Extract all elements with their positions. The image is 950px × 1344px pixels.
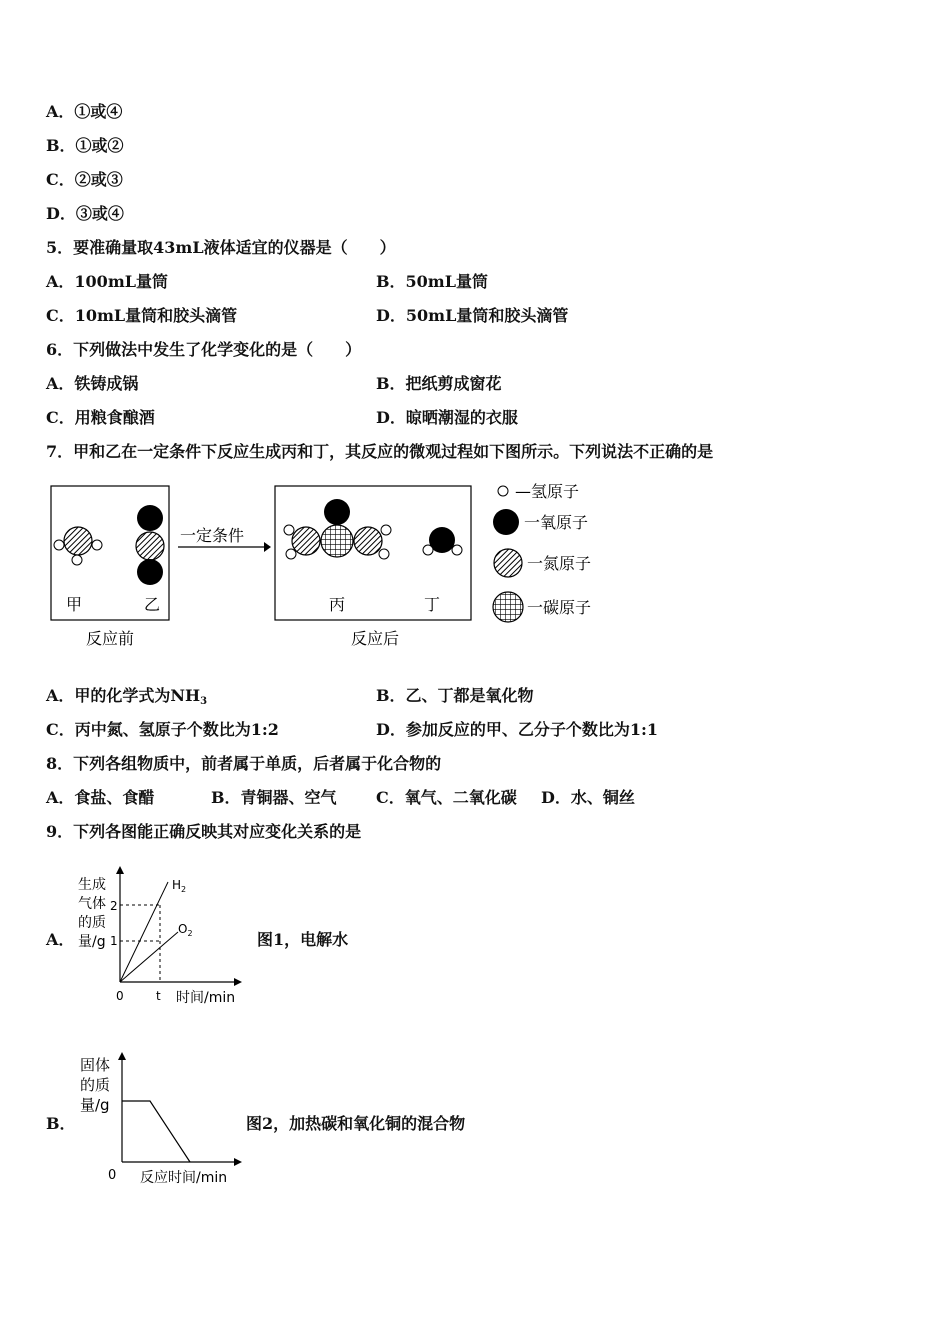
q4-option-c: C．②或③ (46, 170, 123, 189)
molecule-bing (284, 499, 391, 559)
legend-n: 一氮原子 (527, 554, 592, 573)
legend-o: 一氧原子 (524, 513, 589, 532)
q9-option-b-label: B． (46, 1114, 76, 1133)
graph2-ylabel-1: 固体 (80, 1056, 111, 1074)
graph2-caption: 图2，加热碳和氧化铜的混合物 (246, 1114, 466, 1133)
q7-reaction-figure (40, 474, 620, 654)
graph1-xlabel: 时间/min (176, 990, 236, 1006)
q9-graph2 (74, 1046, 254, 1194)
label-bing: 丙 (329, 595, 346, 614)
q7-option-a-sub: 3 (200, 696, 208, 707)
q4-option-a: A．①或④ (46, 102, 123, 121)
legend-c-swatch (493, 592, 523, 622)
graph2-ylabel-3: 量/g (80, 1096, 110, 1114)
q8-option-b: B．青铜器、空气 (211, 788, 337, 807)
legend-n-swatch (494, 549, 522, 577)
graph1-ytick-1: 1 (110, 934, 118, 948)
graph1-caption: 图1，电解水 (257, 930, 349, 949)
q6-option-a: A．铁铸成锅 (46, 374, 139, 393)
graph1-ytick-2: 2 (110, 899, 118, 913)
q6-option-d: D．晾晒潮湿的衣服 (376, 408, 518, 427)
q8-option-a: A．食盐、食醋 (46, 788, 155, 807)
q5-option-b: B．50mL量筒 (376, 272, 488, 291)
q9-stem: 9．下列各图能正确反映其对应变化关系的是 (46, 822, 362, 841)
molecule-jia (54, 527, 102, 565)
graph1-series-o2 (120, 932, 178, 982)
molecule-yi (136, 505, 164, 585)
caption-before: 反应前 (86, 629, 135, 648)
graph1-label-o2: $O_2$ (178, 922, 193, 938)
graph1-label-h2: $H_2$ (172, 878, 187, 894)
legend-o-swatch (493, 509, 519, 535)
q8-stem: 8．下列各组物质中，前者属于单质，后者属于化合物的 (46, 754, 442, 773)
graph1-ylabel-2: 气体 (78, 896, 106, 912)
graph1-xtick-t: t (156, 989, 161, 1003)
arrow-label: 一定条件 (180, 526, 245, 545)
q5-option-a: A．100mL量筒 (46, 272, 168, 291)
caption-after: 反应后 (351, 629, 400, 648)
legend-c: 一碳原子 (527, 598, 592, 617)
graph1-ylabel-4: 量/g (78, 934, 106, 950)
q5-option-d: D．50mL量筒和胶头滴管 (376, 306, 569, 325)
graph1-origin: 0 (116, 989, 124, 1003)
molecule-ding (423, 527, 462, 555)
q7-option-a-text: A．甲的化学式为NH (46, 686, 201, 705)
q7-option-b: B．乙、丁都是氧化物 (376, 686, 534, 705)
label-ding: 丁 (424, 595, 441, 614)
q7-option-a (46, 686, 207, 712)
graph1-ylabel-3: 的质 (78, 915, 106, 931)
q5-stem: 5．要准确量取43mL液体适宜的仪器是（ ） (46, 238, 396, 257)
q4-option-d: D．③或④ (46, 204, 124, 223)
q6-option-b: B．把纸剪成窗花 (376, 374, 502, 393)
graph1-series-h2 (120, 882, 168, 982)
q6-option-c: C．用粮食酿酒 (46, 408, 155, 427)
q9-option-a-label: A． (46, 930, 75, 949)
graph1-ylabel-1: 生成 (78, 877, 106, 893)
graph2-origin: 0 (108, 1168, 117, 1183)
q7-option-d: D．参加反应的甲、乙分子个数比为1:1 (376, 720, 659, 739)
label-jia: 甲 (66, 595, 83, 614)
q5-option-c: C．10mL量筒和胶头滴管 (46, 306, 238, 325)
q8-option-c: C．氧气、二氧化碳 (376, 788, 517, 807)
legend-h: —氢原子 (515, 482, 580, 501)
label-yi: 乙 (144, 595, 161, 614)
q6-stem: 6．下列做法中发生了化学变化的是（ ） (46, 340, 362, 359)
q7-option-c: C．丙中氮、氢原子个数比为1:2 (46, 720, 279, 739)
legend-h-swatch (498, 486, 508, 496)
q7-stem: 7．甲和乙在一定条件下反应生成丙和丁，其反应的微观过程如下图所示。下列说法不正确的是 (46, 442, 714, 461)
graph2-series (122, 1101, 190, 1162)
q4-option-b: B．①或② (46, 136, 124, 155)
q9-graph1 (74, 862, 254, 1012)
graph2-ylabel-2: 的质 (80, 1076, 111, 1094)
graph2-xlabel: 反应时间/min (140, 1170, 228, 1186)
q8-option-d: D．水、铜丝 (541, 788, 635, 807)
